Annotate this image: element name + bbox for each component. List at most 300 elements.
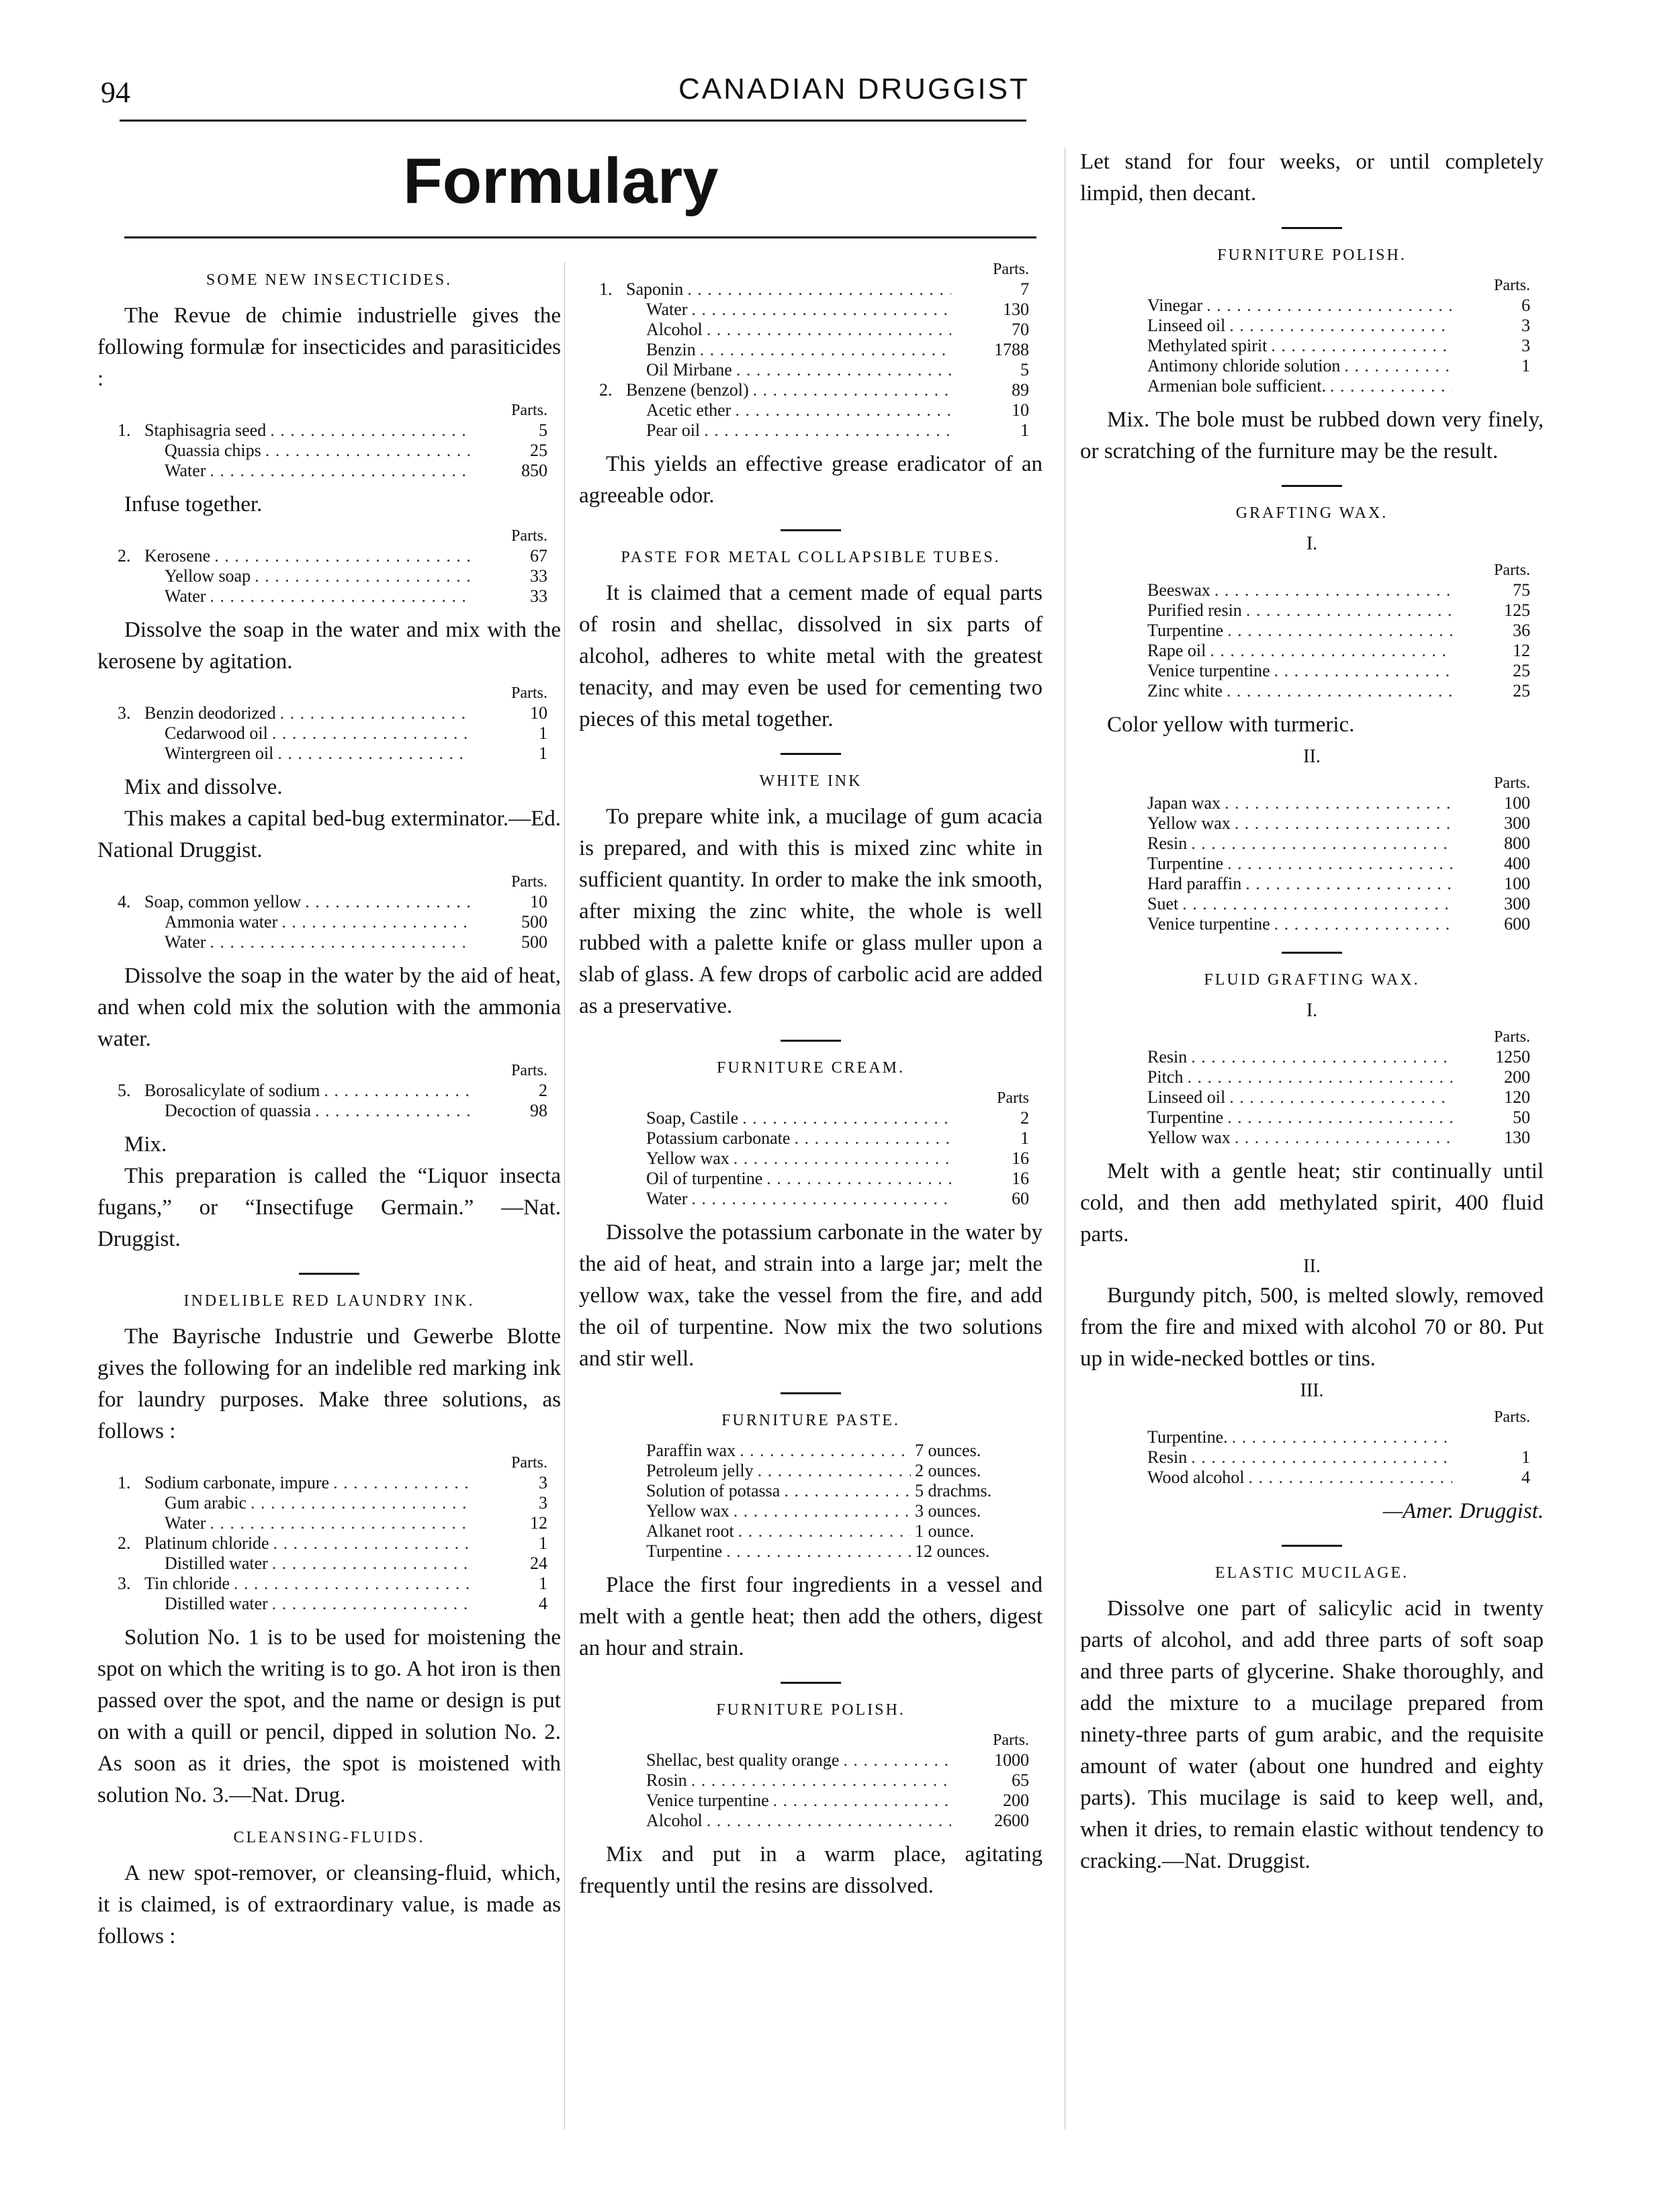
subsection-numeral: I. — [1306, 1000, 1318, 1021]
section-heading: FURNITURE POLISH. — [716, 1701, 905, 1719]
ingredient-name: Distilled water — [165, 1553, 268, 1573]
ingredient-quantity: 16 — [1012, 1148, 1029, 1168]
leader-dots — [272, 1594, 470, 1614]
recipe-table — [599, 259, 1029, 441]
title-rule — [124, 236, 1036, 238]
section-separator — [781, 1392, 841, 1394]
ingredient-name: Purified resin — [1147, 600, 1242, 620]
recipe-row — [599, 1811, 1029, 1831]
recipe-row — [1100, 1447, 1530, 1468]
recipe-row — [1100, 681, 1530, 701]
recipe-row — [1100, 834, 1530, 854]
recipe-row — [118, 546, 547, 566]
ingredient-name: Turpentine — [1147, 1108, 1224, 1127]
parts-header: Parts. — [511, 1062, 547, 1079]
paragraph: Dissolve the soap in the water and mix with the kerosene by agitation. — [97, 618, 561, 674]
ingredient-quantity: 100 — [1504, 874, 1530, 893]
formula-number: 1. — [118, 1473, 131, 1492]
paragraph: Mix and put in a warm place, agitating frequently until the resins are dissolved. — [579, 1842, 1043, 1898]
leader-dots — [1245, 874, 1452, 894]
formula-number: 5. — [118, 1081, 131, 1100]
recipe-row — [599, 1169, 1029, 1189]
leader-dots — [1227, 681, 1452, 701]
ingredient-name: Water — [165, 1513, 206, 1533]
ingredient-name: Methylated spirit — [1147, 336, 1268, 355]
ingredient-quantity: 100 — [1504, 793, 1530, 813]
ingredient-quantity: 2600 — [994, 1811, 1029, 1830]
ingredient-quantity: 600 — [1504, 914, 1530, 934]
recipe-row — [1100, 1128, 1530, 1148]
ingredient-quantity: 4 — [539, 1594, 547, 1613]
paragraph: It is claimed that a cement made of equal parts of rosin and shellac, dissolved in six parts of alcohol, adheres to white metal with the greatest tenacity, and may even be used for cementing two pieces of this metal together. — [579, 581, 1043, 731]
ingredient-name: Turpentine — [1147, 621, 1224, 640]
ingredient-name: Distilled water — [165, 1594, 268, 1613]
recipe-row — [1100, 376, 1530, 396]
section-separator — [781, 1682, 841, 1684]
attribution: —Amer. Druggist. — [1382, 1499, 1544, 1523]
ingredient-quantity: 10 — [530, 703, 547, 723]
parts-header: Parts. — [511, 684, 547, 702]
leader-dots — [691, 1770, 951, 1791]
ingredient-quantity: 25 — [1513, 661, 1530, 680]
ingredient-quantity: 125 — [1504, 600, 1530, 620]
ingredient-name: Turpentine — [1147, 854, 1224, 873]
recipe-row — [118, 1493, 547, 1513]
ingredient-quantity: 50 — [1513, 1108, 1530, 1127]
leader-dots — [735, 400, 951, 420]
running-head: CANADIAN DRUGGIST — [678, 73, 1030, 105]
ingredient-name: Vinegar — [1147, 296, 1203, 315]
recipe-table — [118, 683, 547, 764]
parts-header: Parts. — [511, 873, 547, 891]
ingredient-quantity: 1 — [1020, 1128, 1029, 1148]
leader-dots — [333, 1473, 470, 1493]
ingredient-name: Yellow wax — [1147, 813, 1231, 833]
ingredient-name: Yellow wax — [1147, 1128, 1231, 1147]
recipe-row — [1100, 600, 1530, 621]
ingredient-name: Platinum chloride — [144, 1533, 269, 1553]
leader-dots — [281, 912, 470, 932]
leader-dots — [1206, 296, 1452, 316]
leader-dots — [753, 380, 951, 400]
leader-dots — [736, 360, 951, 380]
recipe-row — [1100, 580, 1530, 600]
ingredient-quantity: 1 — [1521, 356, 1530, 375]
leader-dots — [766, 1169, 951, 1189]
leader-dots — [773, 1791, 951, 1811]
section-heading: FLUID GRAFTING WAX. — [1204, 971, 1420, 989]
section-heading: FURNITURE CREAM. — [716, 1059, 905, 1077]
ingredient-name: Water — [646, 300, 688, 319]
recipe-row — [599, 279, 1029, 300]
leader-dots — [742, 1108, 951, 1128]
paragraph: Dissolve the potassium carbonate in the water by the aid of heat, and strain into a large jar; melt the yellow wax, take the vessel from the fire, and add the oil of turpentine. Now mix the two solutions and stir well. — [579, 1220, 1043, 1371]
leader-dots — [704, 420, 951, 441]
leader-dots — [265, 441, 470, 461]
leader-dots — [270, 420, 470, 441]
recipe-table — [118, 872, 547, 952]
ingredient-name: Venice turpentine — [646, 1791, 769, 1810]
leader-dots — [1229, 316, 1452, 336]
ingredient-name: Cedarwood oil — [165, 723, 268, 743]
ingredient-name: Paraffin wax — [646, 1441, 736, 1460]
paragraph: To prepare white ink, a mucilage of gum acacia is prepared, and with this is mixed zinc white in sufficient quantity. In order to make the ink smooth, after mixing the zinc white, the whole is well rubbed with a palette knife or glass muller upon a slab of glass. A few drops of carbolic acid are added as a preservative. — [579, 805, 1043, 1018]
recipe-table — [118, 1061, 547, 1121]
recipe-table — [1100, 773, 1530, 934]
ingredient-quantity: 1788 — [994, 340, 1029, 359]
paragraph: The Revue de chimie industrielle gives the following formulæ for insecticides and parasiticides : — [97, 304, 561, 391]
recipe-table — [599, 1441, 1029, 1562]
ingredient-name: Staphisagria seed — [144, 420, 267, 440]
ingredient-quantity: 3 — [1521, 316, 1530, 335]
ingredient-quantity: 2 ounces. — [915, 1461, 981, 1480]
recipe-row — [599, 1791, 1029, 1811]
leader-dots — [1191, 834, 1452, 854]
recipe-row — [1100, 621, 1530, 641]
recipe-row — [599, 1521, 1029, 1541]
ingredient-quantity: 1250 — [1495, 1047, 1530, 1067]
recipe-row — [599, 1770, 1029, 1791]
formula-number: 3. — [118, 703, 131, 723]
ingredient-quantity: 5 — [1020, 360, 1029, 379]
formula-number: 2. — [118, 1533, 131, 1553]
section-heading: GRAFTING WAX. — [1235, 504, 1388, 522]
section-heading: FURNITURE POLISH. — [1217, 246, 1407, 264]
ingredient-name: Soap, Castile — [646, 1108, 739, 1128]
leader-dots — [1246, 600, 1452, 621]
ingredient-name: Linseed oil — [1147, 1087, 1226, 1107]
parts-header: Parts — [997, 1089, 1029, 1107]
leader-dots — [1187, 1067, 1452, 1087]
leader-dots — [738, 1521, 911, 1541]
ingredient-quantity: 2 — [539, 1081, 547, 1100]
recipe-row — [599, 1189, 1029, 1209]
ingredient-quantity: 200 — [1504, 1067, 1530, 1087]
recipe-row — [118, 1533, 547, 1553]
ingredient-quantity: 200 — [1003, 1791, 1029, 1810]
subsection-numeral: II. — [1303, 746, 1321, 767]
recipe-row — [1100, 793, 1530, 813]
recipe-row — [599, 320, 1029, 340]
leader-dots — [734, 1148, 951, 1169]
recipe-row — [1100, 874, 1530, 894]
ingredient-name: Tin chloride — [144, 1574, 230, 1593]
section-heading: SOME NEW INSECTICIDES. — [206, 271, 453, 289]
recipe-row — [1100, 914, 1530, 934]
ingredient-name: Antimony chloride solution — [1147, 356, 1341, 375]
paragraph: This preparation is called the “Liquor insecta fugans,” or “Insectifuge Germain.” —Nat. Druggist. — [97, 1164, 561, 1251]
recipe-row — [118, 566, 547, 586]
ingredient-quantity: 850 — [521, 461, 547, 480]
recipe-row — [118, 1553, 547, 1574]
ingredient-quantity: 89 — [1012, 380, 1029, 400]
recipe-row — [599, 1108, 1029, 1128]
recipe-row — [1100, 813, 1530, 834]
ingredient-name: Sodium carbonate, impure — [144, 1473, 330, 1492]
ingredient-quantity: 1 — [539, 1574, 547, 1593]
ingredient-name: Water — [646, 1189, 688, 1208]
recipe-table — [1100, 560, 1530, 701]
recipe-table — [1100, 1407, 1530, 1488]
recipe-row — [118, 1513, 547, 1533]
leader-dots — [843, 1750, 951, 1770]
column-3 — [1080, 146, 1544, 1877]
recipe-row — [118, 1574, 547, 1594]
ingredient-name: Turpentine — [646, 1541, 723, 1561]
ingredient-name: Decoction of quassia — [165, 1101, 312, 1120]
section-heading: PASTE FOR METAL COLLAPSIBLE TUBES. — [621, 549, 1001, 566]
parts-header: Parts. — [1494, 277, 1530, 294]
leader-dots — [272, 723, 470, 744]
ingredient-name: Oil of turpentine — [646, 1169, 763, 1188]
recipe-row — [1100, 356, 1530, 376]
ingredient-quantity: 7 ounces. — [915, 1441, 981, 1460]
recipe-row — [599, 1441, 1029, 1461]
recipe-row — [599, 1461, 1029, 1481]
leader-dots — [251, 1493, 470, 1513]
paragraph: A new spot-remover, or cleansing-fluid, which, it is claimed, is of extraordinary value, is made as follows : — [97, 1861, 561, 1948]
ingredient-name: Turpentine. — [1147, 1427, 1228, 1447]
ingredient-quantity: 1 — [539, 1533, 547, 1553]
paragraph: Dissolve one part of salicylic acid in twenty parts of alcohol, and add three parts of soft soap and three parts of glycerine. Shake thoroughly, and add the mixture to a mucilage prepared from ninety-three parts of gum arabic, and the requisite amount of water (about one hundred and eighty parts). This mucilage is said to keep well, and, when it dries, to remain elastic without tendency to cracking.—Nat. Druggist. — [1080, 1596, 1544, 1873]
ingredient-name: Alkanet root — [646, 1521, 734, 1541]
ingredient-quantity: 300 — [1504, 813, 1530, 833]
recipe-row — [118, 420, 547, 441]
ingredient-name: Alcohol — [646, 1811, 703, 1830]
leader-dots — [1214, 580, 1452, 600]
ingredient-quantity: 300 — [1504, 894, 1530, 913]
subsection-numeral: II. — [1303, 1256, 1321, 1277]
recipe-table — [118, 526, 547, 606]
ingredient-name: Resin — [1147, 834, 1188, 853]
ingredient-quantity: 25 — [530, 441, 547, 460]
leader-dots — [305, 892, 470, 912]
ingredient-name: Armenian bole sufficient. — [1147, 376, 1326, 396]
ingredient-quantity: 6 — [1521, 296, 1530, 315]
leader-dots — [214, 546, 470, 566]
recipe-row — [599, 360, 1029, 380]
section-separator — [1282, 485, 1342, 487]
paragraph: Dissolve the soap in the water by the aid of heat, and when cold mix the solution with the ammonia water. — [97, 964, 561, 1051]
recipe-row — [599, 1541, 1029, 1562]
paragraph: The Bayrische Industrie und Gewerbe Blotte gives the following for an indelible red marking ink for laundry purposes. Make three solutions, as follows : — [97, 1324, 561, 1443]
ingredient-name: Saponin — [626, 279, 684, 299]
ingredient-name: Pitch — [1147, 1067, 1184, 1087]
ingredient-quantity: 1 — [1020, 420, 1029, 440]
ingredient-name: Kerosene — [144, 546, 211, 566]
leader-dots — [1232, 1427, 1452, 1447]
parts-header: Parts. — [1494, 561, 1530, 579]
parts-header: Parts. — [993, 261, 1029, 278]
paragraph: Infuse together. — [124, 492, 263, 516]
subsection-numeral: III. — [1300, 1380, 1324, 1401]
section-separator — [781, 529, 841, 531]
ingredient-name: Alcohol — [646, 320, 703, 339]
paragraph: Melt with a gentle heat; stir continually until cold, and then add methylated spirit, 400 fluid parts. — [1080, 1159, 1544, 1247]
recipe-row — [1100, 854, 1530, 874]
ingredient-quantity: 75 — [1513, 580, 1530, 600]
ingredient-quantity: 1 ounce. — [915, 1521, 975, 1541]
recipe-table — [1100, 275, 1530, 396]
ingredient-quantity: 12 — [530, 1513, 547, 1533]
leader-dots — [687, 279, 951, 300]
leader-dots — [210, 461, 470, 481]
ingredient-quantity: 5 drachms. — [915, 1481, 992, 1500]
ingredient-quantity: 65 — [1012, 1770, 1029, 1790]
ingredient-quantity: 500 — [521, 912, 547, 932]
recipe-row — [118, 723, 547, 744]
ingredient-name: Zinc white — [1147, 681, 1223, 701]
formula-number: 1. — [599, 279, 613, 299]
leader-dots — [1191, 1447, 1452, 1468]
recipe-row — [599, 400, 1029, 420]
ingredient-quantity: 33 — [530, 566, 547, 586]
ingredient-quantity: 3 — [539, 1493, 547, 1513]
ingredient-name: Hard paraffin — [1147, 874, 1242, 893]
recipe-row — [1100, 661, 1530, 681]
section-heading: CLEANSING-FLUIDS. — [233, 1829, 425, 1846]
leader-dots — [794, 1128, 951, 1148]
ingredient-quantity: 16 — [1012, 1169, 1029, 1188]
ingredient-quantity: 1 — [539, 723, 547, 743]
ingredient-name: Japan wax — [1147, 793, 1221, 813]
paragraph: Mix. — [124, 1132, 167, 1157]
recipe-row — [1100, 1468, 1530, 1488]
leader-dots — [1182, 894, 1452, 914]
ingredient-name: Potassium carbonate — [646, 1128, 791, 1148]
leader-dots — [734, 1501, 911, 1521]
recipe-row — [118, 892, 547, 912]
leader-dots — [1330, 376, 1452, 396]
leader-dots — [1225, 793, 1452, 813]
ingredient-name: Quassia chips — [165, 441, 261, 460]
section-separator — [1282, 227, 1342, 229]
recipe-row — [118, 461, 547, 481]
parts-header: Parts. — [993, 1731, 1029, 1749]
ingredient-quantity: 500 — [521, 932, 547, 952]
ingredient-name: Yellow soap — [165, 566, 251, 586]
ingredient-quantity: 3 — [1521, 336, 1530, 355]
column-1 — [97, 254, 561, 1952]
parts-header: Parts. — [511, 1454, 547, 1472]
ingredient-name: Ammonia water — [165, 912, 278, 932]
leader-dots — [707, 1811, 951, 1831]
recipe-table — [599, 1730, 1029, 1831]
parts-header: Parts. — [511, 402, 547, 419]
paragraph: Solution No. 1 is to be used for moistening the spot on which the writing is to go. A hot iron is then passed over the spot, and the name or design is put on with a quill or pencil, dipped in solution No. 2. As soon as it dries, the spot is moistened with solution No. 3.—Nat. Drug. — [97, 1625, 561, 1807]
recipe-row — [118, 1081, 547, 1101]
recipe-row — [1100, 336, 1530, 356]
recipe-table — [118, 400, 547, 481]
ingredient-quantity: 60 — [1012, 1189, 1029, 1208]
column-rule-left — [564, 262, 565, 2129]
ingredient-quantity: 400 — [1504, 854, 1530, 873]
ingredient-quantity: 98 — [530, 1101, 547, 1120]
recipe-row — [118, 441, 547, 461]
ingredient-quantity: 3 — [539, 1473, 547, 1492]
paragraph: This yields an effective grease eradicator of an agreeable odor. — [579, 452, 1043, 508]
ingredient-name: Venice turpentine — [1147, 914, 1270, 934]
ingredient-name: Linseed oil — [1147, 316, 1226, 335]
section-separator — [299, 1273, 359, 1275]
header-rule — [120, 120, 1026, 122]
leader-dots — [700, 340, 951, 360]
ingredient-name: Wintergreen oil — [165, 744, 274, 763]
ingredient-name: Petroleum jelly — [646, 1461, 754, 1480]
parts-header: Parts. — [1494, 1408, 1530, 1426]
recipe-row — [118, 912, 547, 932]
ingredient-quantity: 70 — [1012, 320, 1029, 339]
leader-dots — [1229, 1087, 1452, 1108]
recipe-table — [1100, 1027, 1530, 1148]
leader-dots — [707, 320, 951, 340]
page-title: Formulary — [403, 145, 719, 217]
ingredient-name: Suet — [1147, 894, 1179, 913]
ingredient-name: Yellow wax — [646, 1501, 730, 1521]
recipe-row — [599, 340, 1029, 360]
leader-dots — [1227, 1108, 1452, 1128]
recipe-row — [599, 300, 1029, 320]
recipe-row — [1100, 296, 1530, 316]
ingredient-quantity: 12 — [1513, 641, 1530, 660]
recipe-row — [1100, 641, 1530, 661]
recipe-row — [599, 1128, 1029, 1148]
ingredient-name: Resin — [1147, 1047, 1188, 1067]
leader-dots — [758, 1461, 911, 1481]
leader-dots — [210, 1513, 470, 1533]
recipe-row — [599, 1501, 1029, 1521]
ingredient-quantity: 3 ounces. — [915, 1501, 981, 1521]
leader-dots — [1274, 661, 1452, 681]
ingredient-name: Water — [165, 586, 206, 606]
recipe-row — [1100, 894, 1530, 914]
ingredient-quantity: 33 — [530, 586, 547, 606]
leader-dots — [1274, 914, 1452, 934]
ingredient-quantity: 25 — [1513, 681, 1530, 701]
leader-dots — [1235, 813, 1452, 834]
leader-dots — [784, 1481, 911, 1501]
leader-dots — [277, 744, 470, 764]
ingredient-name: Resin — [1147, 1447, 1188, 1467]
paragraph: Let stand for four weeks, or until completely limpid, then decant. — [1080, 150, 1544, 206]
recipe-table — [599, 1088, 1029, 1209]
ingredient-quantity: 800 — [1504, 834, 1530, 853]
leader-dots — [210, 932, 470, 952]
formula-number: 2. — [118, 546, 131, 566]
ingredient-name: Benzene (benzol) — [626, 380, 749, 400]
subsection-numeral: I. — [1306, 533, 1318, 554]
ingredient-quantity: 67 — [530, 546, 547, 566]
leader-dots — [273, 1533, 470, 1553]
recipe-row — [118, 1594, 547, 1614]
recipe-row — [599, 1148, 1029, 1169]
recipe-row — [118, 932, 547, 952]
ingredient-quantity: 130 — [1504, 1128, 1530, 1147]
leader-dots — [1249, 1468, 1453, 1488]
ingredient-name: Gum arabic — [165, 1493, 247, 1513]
recipe-row — [599, 420, 1029, 441]
recipe-row — [1100, 1087, 1530, 1108]
ingredient-quantity: 130 — [1003, 300, 1029, 319]
recipe-row — [599, 380, 1029, 400]
section-separator — [781, 1040, 841, 1042]
leader-dots — [315, 1101, 470, 1121]
section-heading: WHITE INK — [759, 772, 863, 790]
ingredient-name: Water — [165, 461, 206, 480]
recipe-row — [118, 586, 547, 606]
ingredient-name: Rosin — [646, 1770, 687, 1790]
formula-number: 1. — [118, 420, 131, 440]
